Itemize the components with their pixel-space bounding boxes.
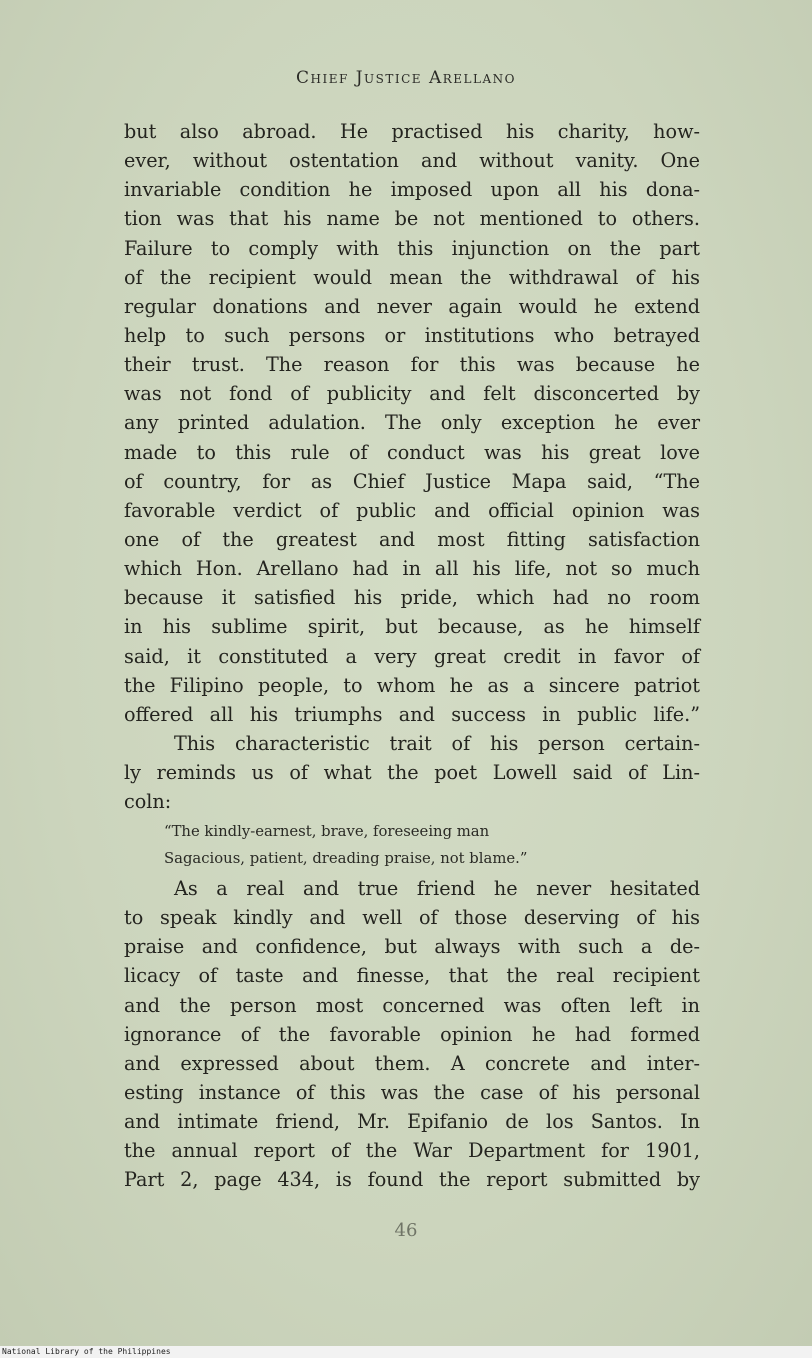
text-line: in his sublime spirit, but because, as he himself: [124, 615, 700, 639]
text-line: because it satisfied his pride, which had no room: [124, 586, 700, 610]
text-line: and the person most concerned was often left in: [124, 993, 700, 1017]
text-line: help to such persons or institutions who betrayed: [124, 323, 700, 347]
text-line: invariable condition he imposed upon all his dona-: [124, 178, 700, 202]
text-line: tion was that his name be not mentioned to others.: [124, 207, 700, 231]
text-line: their trust. The reason for this was because he: [124, 353, 700, 377]
text-line: and intimate friend, Mr. Epifanio de los Santos. In: [124, 1110, 700, 1134]
text-line: ignorance of the favorable opinion he had formed: [124, 1022, 700, 1046]
footer-bar: [0, 1346, 812, 1358]
text-line: which Hon. Arellano had in all his life, not so much: [124, 557, 700, 581]
text-line: any printed adulation. The only exception he ever: [124, 411, 700, 435]
text-line: offered all his triumphs and success in public life.”: [124, 702, 700, 726]
text-line: regular donations and never again would he extend: [124, 294, 700, 318]
text-line: ly reminds us of what the poet Lowell said of Lin-: [124, 761, 700, 785]
text-line: made to this rule of conduct was his great love: [124, 440, 700, 464]
text-line: said, it constituted a very great credit in favor of: [124, 644, 700, 668]
text-line: This characteristic trait of his person certain-: [174, 731, 700, 755]
text-line: ever, without ostentation and without vanity. One: [124, 149, 700, 173]
text-line: the annual report of the War Department for 1901,: [124, 1139, 700, 1163]
text-line: coln:: [124, 790, 172, 814]
text-line: of the recipient would mean the withdrawal of his: [124, 265, 700, 289]
page-number: 46: [394, 1220, 418, 1241]
text-line: and expressed about them. A concrete and inter-: [124, 1051, 700, 1075]
quote-line: “The kindly-earnest, brave, foreseeing man: [164, 823, 490, 840]
text-line: one of the greatest and most fitting satisfaction: [124, 527, 700, 551]
text-line: of country, for as Chief Justice Mapa said, “The: [124, 469, 700, 493]
text-line: but also abroad. He practised his charity, how-: [124, 120, 700, 143]
text-line: to speak kindly and well of those deserving of his: [124, 906, 700, 930]
text-line: esting instance of this was the case of his personal: [124, 1080, 700, 1104]
quote-line: Sagacious, patient, dreading praise, not blame.”: [164, 850, 528, 867]
text-line: favorable verdict of public and official opinion was: [124, 498, 700, 522]
footer-credit: National Library of the Philippines: [2, 1347, 171, 1356]
text-line: Failure to comply with this injunction on the part: [124, 236, 700, 260]
body-text-top: [124, 117, 700, 816]
verse-quote: [164, 818, 664, 872]
running-head: Chief Justice Arellano: [296, 68, 516, 88]
text-line: Part 2, page 434, is found the report submitted by: [124, 1168, 700, 1192]
text-line: licacy of taste and finesse, that the real recipient: [124, 964, 700, 988]
text-line: praise and confidence, but always with such a de-: [124, 935, 700, 959]
text-line: was not fond of publicity and felt disconcerted by: [124, 382, 700, 406]
text-line: As a real and true friend he never hesitated: [174, 877, 700, 900]
body-text-bottom: [124, 874, 700, 1195]
text-line: the Filipino people, to whom he as a sincere patriot: [124, 673, 700, 697]
